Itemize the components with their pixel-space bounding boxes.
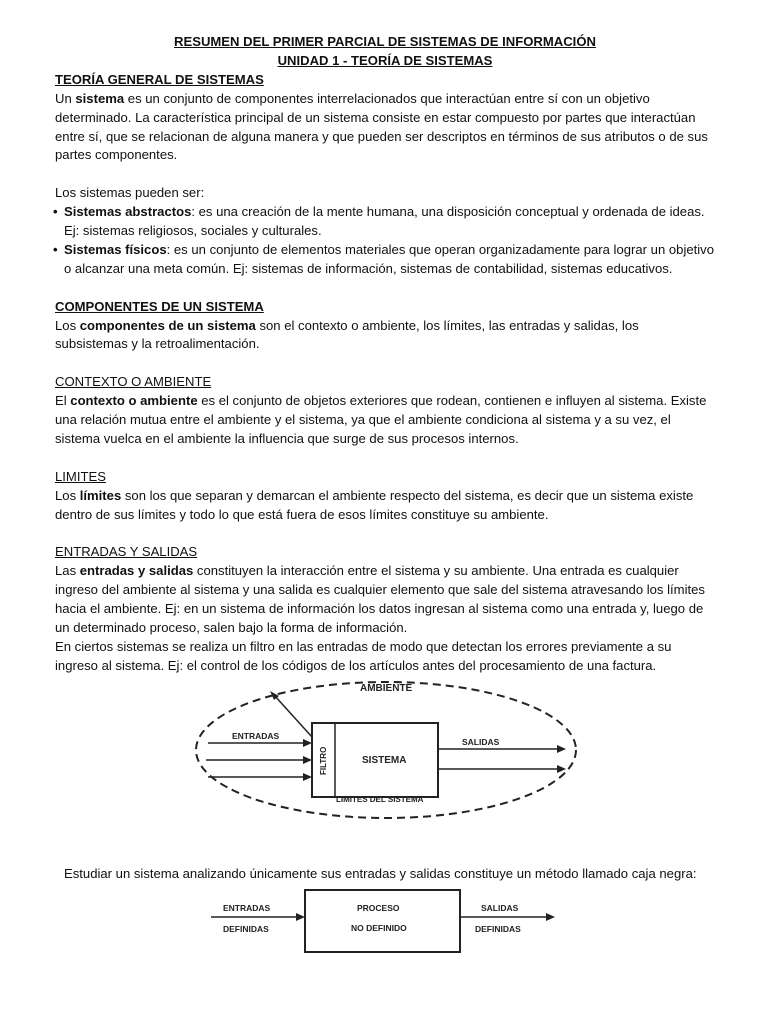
paragraph-types-intro: Los sistemas pueden ser: xyxy=(55,185,205,201)
system-types-list xyxy=(55,203,715,279)
system-diagram xyxy=(190,675,590,825)
definidas-label-2: DEFINIDAS xyxy=(475,924,521,934)
input-arrowhead-1 xyxy=(303,739,312,747)
heading-contexto: CONTEXTO O AMBIENTE xyxy=(55,374,212,390)
document-body xyxy=(55,33,715,676)
input-arrowhead xyxy=(296,913,305,921)
paragraph-sistema-definition: Un sistema es un conjunto de componentes interrelacionados que interactúan entre sí con un objetivo determinado. La característica principal de un sistema consiste en estar compuesto por partes que interactúan entre sí, que se relacionan de alguna manera y que pueden ser descriptos en términos de sus atributos o de sus partes componentes. xyxy=(55,90,708,163)
black-box-diagram xyxy=(205,888,565,958)
entradas-label-2: ENTRADAS xyxy=(223,903,271,913)
ambiente-label: AMBIENTE xyxy=(360,683,413,694)
input-arrowhead-3 xyxy=(303,773,312,781)
document-title: RESUMEN DEL PRIMER PARCIAL DE SISTEMAS DE INFORMACIÓN xyxy=(174,34,596,49)
output-arrowhead-2 xyxy=(557,765,566,773)
heading-limites: LIMITES xyxy=(55,468,106,484)
list-item-fisicos: • Sistemas físicos: es un conjunto de elementos materiales que operan organizadamente para lograr un objetivo o alcanzar una meta común. Ej: sistemas de información, sistemas de contabilidad, sistemas educativos. xyxy=(55,241,715,279)
sistema-label: SISTEMA xyxy=(362,755,407,766)
heading-componentes: COMPONENTES DE UN SISTEMA xyxy=(55,298,264,314)
input-arrowhead-2 xyxy=(303,756,312,764)
list-item-abstractos: • Sistemas abstractos: es una creación de la mente humana, una disposición conceptual y ordenada de ideas. Ej: sistemas religiosos, sociales y culturales. xyxy=(55,203,715,241)
paragraph-contexto: El contexto o ambiente es el conjunto de objetos exteriores que rodean, contienen e influyen al sistema. Existe una relación mutua entre el ambiente y el sistema, ya que el ambiente condiciona al sistema y a su vez, el sistema vuelca en el ambiente la influencia que surge de sus procesos internos. xyxy=(55,393,707,446)
unit-title: UNIDAD 1 - TEORÍA DE SISTEMAS xyxy=(277,52,493,68)
paragraph-limites: Los límites son los que separan y demarcan el ambiente respecto del sistema, es decir que un sistema existe dentro de sus límites y todo lo que está fuera de esos límites constituye su ambiente. xyxy=(55,487,694,522)
limites-label: LIMITES DEL SISTEMA xyxy=(336,795,424,804)
salidas-label-2: SALIDAS xyxy=(481,903,519,913)
salidas-label: SALIDAS xyxy=(462,737,500,747)
paragraph-entradas-salidas: Las entradas y salidas constituyen la interacción entre el sistema y su ambiente. Una entrada es cualquier ingreso del ambiente al sistema y una salida es cualquier elemento que sale del sistema atravesando los límites hacia el ambiente. Ej: en un sistema de información los datos ingresan al sistema como una entrada y, luego de un determinado proceso, salen bajo la forma de información. xyxy=(55,563,705,636)
heading-teoria-general: TEORÍA GENERAL DE SISTEMAS xyxy=(55,71,264,87)
process-box xyxy=(305,890,460,952)
heading-entradas-salidas: ENTRADAS Y SALIDAS xyxy=(55,544,198,560)
filtro-label: FILTRO xyxy=(319,746,328,775)
no-definido-label: NO DEFINIDO xyxy=(351,923,407,933)
caja-negra-text: Estudiar un sistema analizando únicamente sus entradas y salidas constituye un método llamado caja negra: xyxy=(64,866,697,881)
paragraph-filtro: En ciertos sistemas se realiza un filtro en las entradas de modo que detectan los errores previamente a su ingreso al sistema. Ej: el control de los códigos de los artículos antes del procesamiento de una factura. xyxy=(55,638,672,673)
paragraph-componentes: Los componentes de un sistema son el contexto o ambiente, los límites, las entradas y salidas, los subsistemas y la retroalimentación. xyxy=(55,317,639,352)
output-to-ambiente-arrow xyxy=(274,695,312,737)
output-arrowhead-1 xyxy=(557,745,566,753)
proceso-label: PROCESO xyxy=(357,903,400,913)
entradas-label: ENTRADAS xyxy=(232,731,280,741)
definidas-label-1: DEFINIDAS xyxy=(223,924,269,934)
output-arrowhead xyxy=(546,913,555,921)
